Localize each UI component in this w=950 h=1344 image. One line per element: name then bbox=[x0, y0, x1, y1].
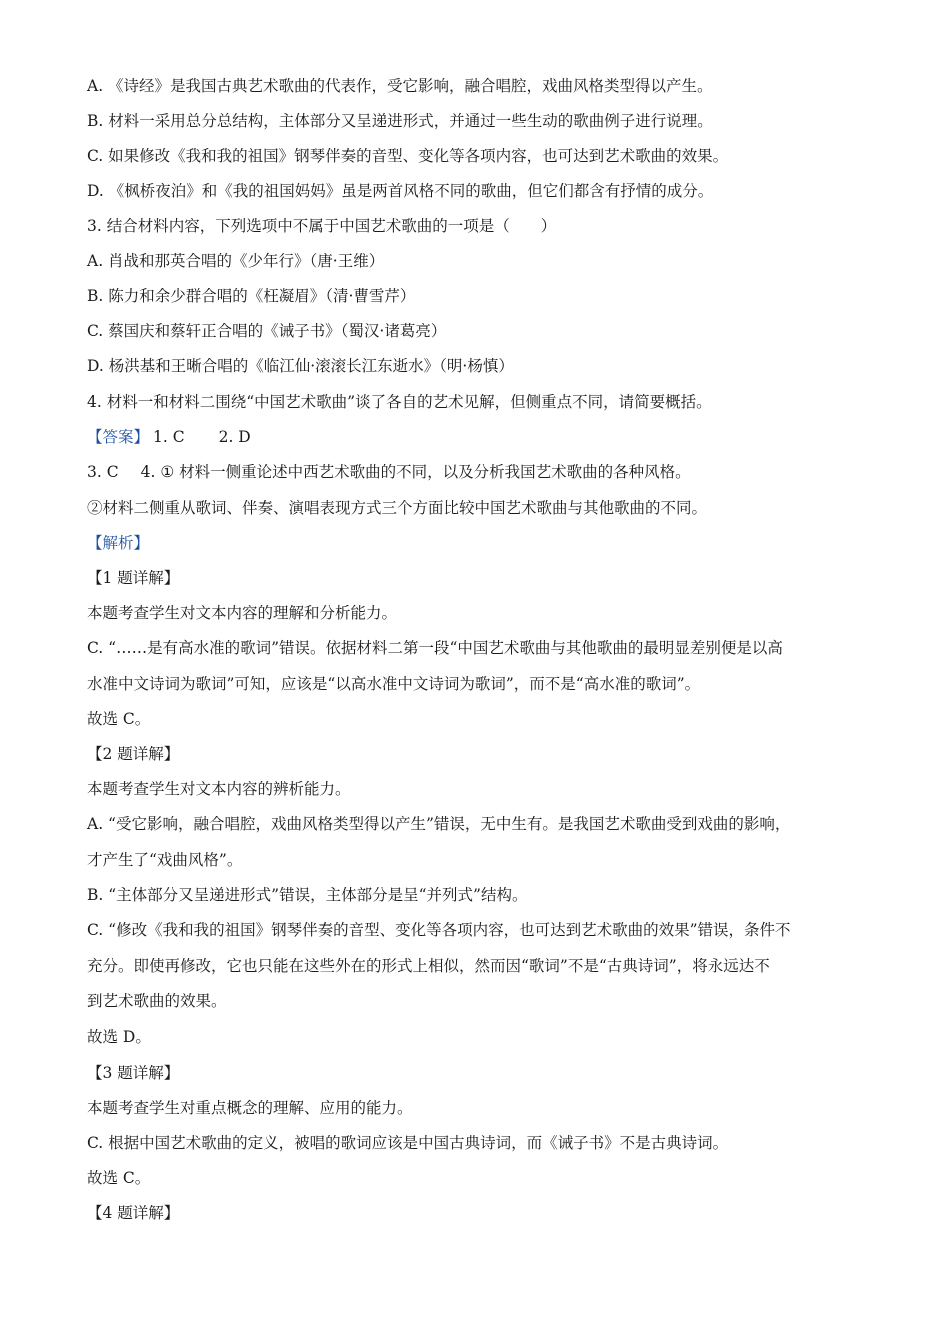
q2-option-a: A. 《诗经》是我国古典艺术歌曲的代表作，受它影响，融合唱腔，戏曲风格类型得以产生。 bbox=[87, 77, 713, 95]
q2-detail-c-line-3: 到艺术歌曲的效果。 bbox=[87, 992, 227, 1010]
q1-detail-intro: 本题考查学生对文本内容的理解和分析能力。 bbox=[87, 604, 398, 622]
q2-detail-conclusion: 故选 D。 bbox=[87, 1028, 151, 1046]
q3-detail-heading: 【3 题详解】 bbox=[87, 1064, 180, 1082]
q2-detail-b-line: B. “主体部分又呈递进形式”错误，主体部分是呈“并列式”结构。 bbox=[87, 886, 528, 904]
q4-stem: 4. 材料一和材料二围绕“中国艺术歌曲”谈了各自的艺术见解，但侧重点不同，请简要概括。 bbox=[87, 393, 712, 411]
answer-row-1 bbox=[87, 427, 890, 447]
answer-label: 【答案】 bbox=[87, 428, 150, 446]
q2-detail-a-line-1: A. “受它影响，融合唱腔，戏曲风格类型得以产生”错误，无中生有。是我国艺术歌曲受到戏曲的影响， bbox=[87, 815, 791, 833]
answer-3: 3. C bbox=[87, 463, 119, 481]
q3-stem: 3. 结合材料内容，下列选项中不属于中国艺术歌曲的一项是（ ） bbox=[87, 217, 557, 235]
q1-detail-conclusion: 故选 C。 bbox=[87, 710, 151, 728]
q4-detail-heading: 【4 题详解】 bbox=[87, 1204, 180, 1222]
q3-detail-conclusion: 故选 C。 bbox=[87, 1169, 151, 1187]
q1-detail-c-line-2: 水准中文诗词为歌词”可知，应该是“以高水准中文诗词为歌词”，而不是“高水准的歌词”。 bbox=[87, 675, 701, 693]
q3-option-a: A. 肖战和那英合唱的《少年行》（唐·王维） bbox=[87, 252, 385, 270]
q2-detail-heading: 【2 题详解】 bbox=[87, 745, 180, 763]
q2-detail-c-line-1: C. “修改《我和我的祖国》钢琴伴奏的音型、变化等各项内容，也可达到艺术歌曲的效果”错误，条件不 bbox=[87, 921, 791, 939]
q2-detail-intro: 本题考查学生对文本内容的辨析能力。 bbox=[87, 780, 351, 798]
q2-detail-a-line-2: 才产生了“戏曲风格”。 bbox=[87, 851, 243, 869]
answer-2: 2. D bbox=[218, 428, 251, 446]
q3-detail-intro: 本题考查学生对重点概念的理解、应用的能力。 bbox=[87, 1099, 413, 1117]
q3-option-b: B. 陈力和余少群合唱的《枉凝眉》（清·曹雪芹） bbox=[87, 287, 416, 305]
answer-4-point-2: ②材料二侧重从歌词、伴奏、演唱表现方式三个方面比较中国艺术歌曲与其他歌曲的不同。 bbox=[87, 499, 708, 517]
q2-option-d: D. 《枫桥夜泊》和《我的祖国妈妈》虽是两首风格不同的歌曲，但它们都含有抒情的成分。 bbox=[87, 182, 714, 200]
q2-option-c: C. 如果修改《我和我的祖国》钢琴伴奏的音型、变化等各项内容，也可达到艺术歌曲的效果。 bbox=[87, 147, 729, 165]
q3-option-d: D. 杨洪基和王晰合唱的《临江仙·滚滚长江东逝水》（明·杨慎） bbox=[87, 357, 514, 375]
answer-row-2 bbox=[87, 462, 890, 482]
q2-detail-c-line-2: 充分。即使再修改，它也只能在这些外在的形式上相似，然而因“歌词”不是“古典诗词”，将永远达不 bbox=[87, 957, 770, 975]
q3-detail-c-line: C. 根据中国艺术歌曲的定义，被唱的歌词应该是中国古典诗词，而《诫子书》不是古典诗词。 bbox=[87, 1134, 729, 1152]
q2-option-b: B. 材料一采用总分总结构，主体部分又呈递进形式，并通过一些生动的歌曲例子进行说理。 bbox=[87, 112, 713, 130]
answer-1: 1. C bbox=[153, 428, 185, 446]
q1-detail-c-line-1: C. “……是有高水准的歌词”错误。依据材料二第一段“中国艺术歌曲与其他歌曲的最明显差别便是以高 bbox=[87, 639, 783, 657]
answer-4-point-1: ① 材料一侧重论述中西艺术歌曲的不同，以及分析我国艺术歌曲的各种风格。 bbox=[160, 463, 691, 481]
analysis-label: 【解析】 bbox=[87, 534, 150, 552]
q3-option-c: C. 蔡国庆和蔡轩正合唱的《诫子书》（蜀汉·诸葛亮） bbox=[87, 322, 447, 340]
q1-detail-heading: 【1 题详解】 bbox=[87, 569, 180, 587]
answer-4-number: 4. bbox=[140, 463, 156, 481]
